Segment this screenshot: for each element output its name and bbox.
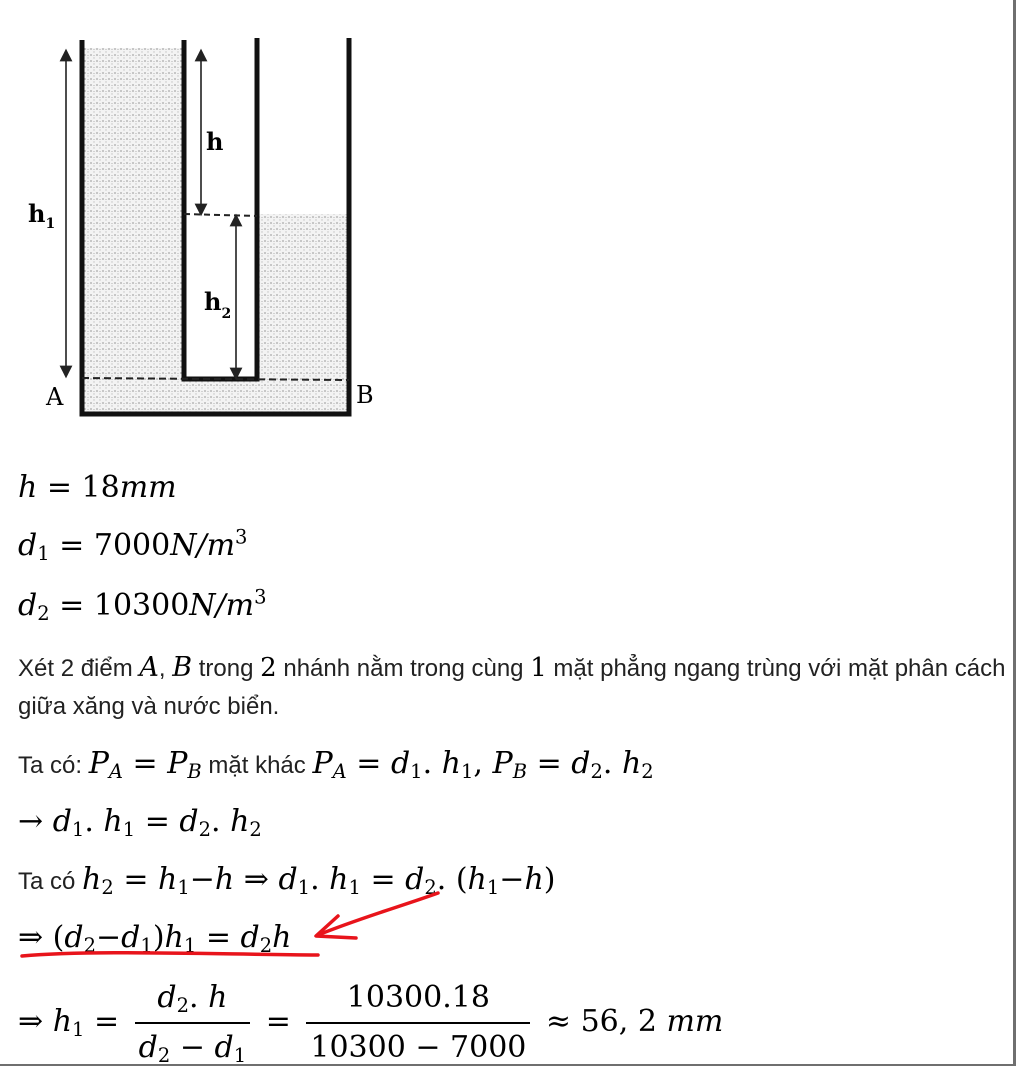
- left-liquid: [82, 48, 184, 413]
- equation-balance: → $d_1$. $h_1 = d_2$. $h_2$: [18, 804, 262, 841]
- label-h2: $h_2$: [204, 287, 232, 322]
- given-d1: $d_1 = 7000N/m^3$: [18, 525, 248, 565]
- fraction-numeric: $\frac{10300.18}{10300 - 7000}$: [306, 978, 530, 1068]
- explanation-paragraph: Xét 2 điểm A, B trong 2 nhánh nằm trong cùng 1 mặt phẳng ngang trùng với mặt phân cách giữa xăng và nước biển.: [18, 652, 1006, 720]
- level-line: [184, 214, 257, 216]
- label-h1: $h_1$: [28, 199, 56, 232]
- given-h: h = 18mm: [18, 470, 177, 505]
- u-tube-diagram: [0, 0, 400, 430]
- equation-final-result: ⇒ $h_1$ = $\frac{d_2. h}{d_2 - d_1}$ = $\frac{10300.18}{10300 - 7000}$ ≈ 56, 2 mm: [18, 980, 724, 1067]
- vessel-inner-wall: [184, 38, 257, 379]
- equation-substitution: Ta có $h_2 = h_1-h$ ⇒ $d_1$. $h_1 = d_2$. $(h_1-h)$: [18, 862, 556, 899]
- equation-pressure-equality: Ta có: $P_A = P_B$ mặt khác $P_A = d_1$. $h_1$, $P_B = d_2$. $h_2$: [18, 746, 654, 783]
- right-liquid: [257, 214, 349, 384]
- label-b: B: [356, 381, 374, 409]
- label-h: h: [206, 127, 224, 156]
- fraction-symbolic: $\frac{d_2. h}{d_2 - d_1}$: [135, 978, 251, 1068]
- equation-rearranged: ⇒ $(d_2-d_1)h_1 = d_2h$: [18, 920, 292, 957]
- given-d2: $d_2 = 10300N/m^3$: [18, 585, 267, 625]
- label-a: A: [46, 383, 64, 411]
